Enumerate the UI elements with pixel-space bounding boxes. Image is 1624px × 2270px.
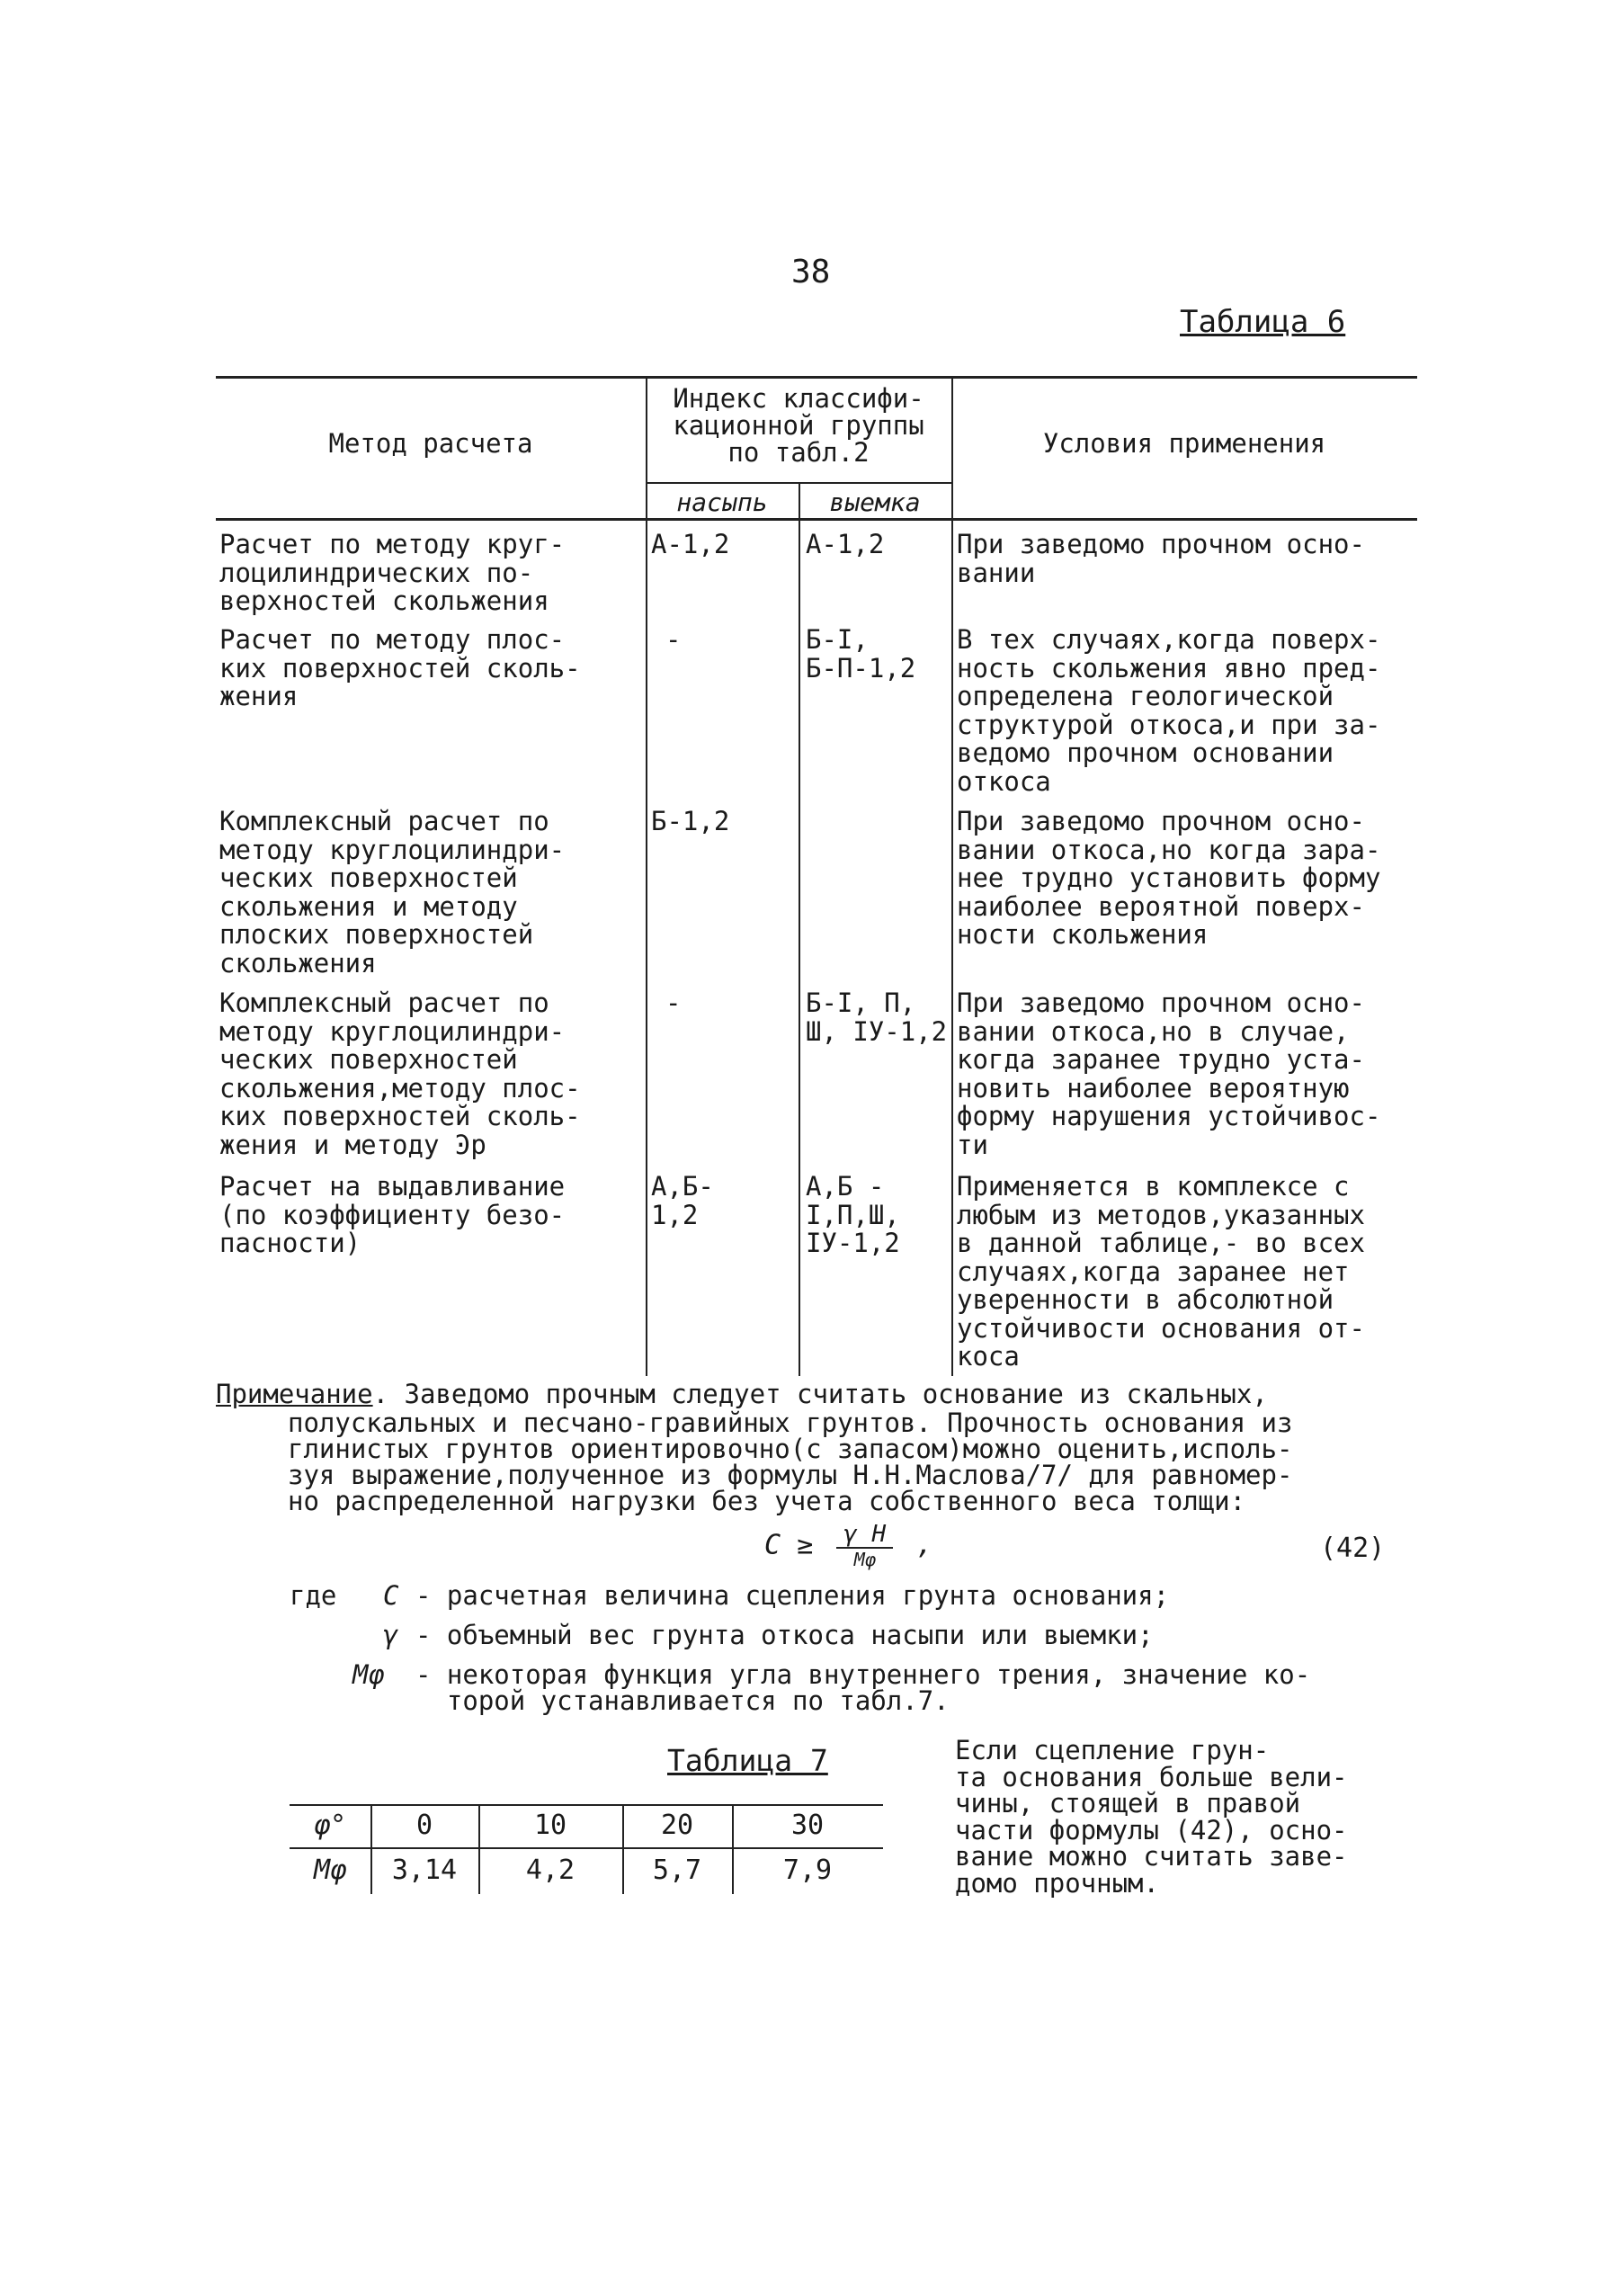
- formula-denominator: Mφ: [853, 1549, 876, 1570]
- symbol-gamma: γ: [383, 1620, 399, 1650]
- row-1-conditions: При заведомо прочном осно- вании: [957, 529, 1365, 588]
- row-4-cut: Б-I, П, Ш, IУ-1,2: [806, 988, 948, 1047]
- symbol-m-phi: Mφ: [352, 1659, 384, 1690]
- table-top-rule: [216, 376, 1417, 379]
- row-1-cut: А-1,2: [806, 529, 885, 559]
- equation-number: (42): [1320, 1533, 1386, 1564]
- table7-m-label: Mφ: [313, 1854, 347, 1886]
- definition-gamma: - объемный вес грунта откоса насыпи или выемки;: [415, 1620, 1154, 1650]
- header-method: Метод расчета: [328, 428, 533, 459]
- subheader-rule: [646, 482, 951, 484]
- row-3-fill: Б-1,2: [651, 806, 730, 836]
- note-first-line: [216, 1381, 1268, 1408]
- row-5-fill: А,Б- 1,2: [651, 1171, 714, 1230]
- column-divider: [646, 376, 647, 1376]
- table7-angle-10: 10: [533, 1810, 567, 1841]
- table7-middle-rule: [290, 1847, 883, 1849]
- note-body: полускальных и песчано-гравийных грунтов. Прочность основания из глинистых грунтов ориентировочно(с запасом)можно оценить,исполь- зуя выражение,полученное из формулы Н.Н.Маслова/7/ для равномер- но распределенной нагрузки без учета собственного веса толщи:: [288, 1408, 1293, 1516]
- table7-value-10: 4,2: [525, 1854, 576, 1886]
- table-7-caption: Таблица 7: [667, 1743, 828, 1778]
- table7-angle-30: 30: [790, 1810, 825, 1841]
- row-2-fill: -: [665, 624, 682, 655]
- header-conditions: Условия применения: [1042, 428, 1326, 459]
- table-6-caption: Таблица 6: [1180, 304, 1346, 340]
- row-3-method: Комплексный расчет по методу круглоцилиндри- ческих поверхностей скольжения и методу плоских поверхностей скольжения: [219, 806, 566, 979]
- row-4-conditions: При заведомо прочном осно- вании откоса,но в случае, когда заранее трудно уста- новить наиболее вероятную форму нарушения устойчивос- ти: [957, 988, 1381, 1160]
- row-5-conditions: Применяется в комплексе с любым из методов,указанных в данной таблице,- во всех случаях,когда заранее нет уверенности в абсолютной устойчивости основания от- коса: [957, 1171, 1365, 1372]
- row-4-method: Комплексный расчет по методу круглоцилиндри- ческих поверхностей скольжения,методу плос- ких поверхностей сколь- жения и методу Ͽр: [219, 988, 581, 1160]
- table7-phi-label: φ°: [313, 1810, 347, 1841]
- formula-fraction: [836, 1522, 893, 1570]
- row-2-conditions: В тех случаях,когда поверх- ность скольжения явно пред- определена геологической структурой откоса,и при за- ведомо прочном основании откоса: [957, 624, 1381, 797]
- note-first-text: . Заведомо прочным следует считать основание из скальных,: [372, 1379, 1268, 1409]
- header-fill: насыпь: [676, 487, 768, 517]
- definition-m-phi: - некоторая функция угла внутреннего трения, значение ко- торой устанавливается по табл.7.: [415, 1659, 1311, 1716]
- row-2-cut: Б-I, Б-П-1,2: [806, 624, 916, 684]
- side-note: Если сцепление грун- та основания больше вели- чины, стоящей в правой части формулы (42), осно- вание можно считать заве- домо прочным.: [955, 1735, 1348, 1899]
- formula-42: [764, 1522, 932, 1570]
- row-1-fill: А-1,2: [651, 529, 730, 559]
- formula-tail: ,: [916, 1529, 933, 1561]
- column-divider: [799, 482, 800, 1376]
- table-6: [216, 376, 1417, 1376]
- where-label: где: [290, 1580, 337, 1611]
- row-3-conditions: При заведомо прочном осно- вании откоса,но когда зара- нее трудно установить форму наиболее вероятной поверх- ности скольжения: [957, 806, 1381, 950]
- table7-angle-20: 20: [660, 1810, 694, 1841]
- symbol-c: C: [383, 1580, 399, 1611]
- header-cut: выемка: [829, 487, 921, 517]
- row-1-method: Расчет по методу круг- лоцилиндрических по- верхностей скольжения: [219, 529, 566, 616]
- table7-value-20: 5,7: [652, 1854, 702, 1886]
- table7-value-30: 7,9: [782, 1854, 833, 1886]
- header-index: Индекс классифи- кационной группы по табл.2: [673, 383, 924, 468]
- row-4-fill: -: [665, 988, 682, 1018]
- table-header-rule: [216, 518, 1417, 521]
- page-number: 38: [791, 254, 831, 290]
- table7-angle-0: 0: [415, 1810, 433, 1841]
- row-5-cut: А,Б - I,П,Ш, IУ-1,2: [806, 1171, 900, 1258]
- formula-numerator: γ H: [836, 1522, 893, 1549]
- table7-top-rule: [290, 1804, 883, 1806]
- table-7: [290, 1799, 883, 1899]
- note-label: Примечание: [216, 1379, 373, 1409]
- column-divider: [951, 376, 953, 1376]
- table7-value-0: 3,14: [391, 1854, 458, 1886]
- row-2-method: Расчет по методу плос- ких поверхностей сколь- жения: [219, 624, 581, 711]
- formula-lhs: C ≥: [764, 1529, 814, 1561]
- definition-c: - расчетная величина сцепления грунта основания;: [415, 1580, 1170, 1611]
- row-5-method: Расчет на выдавливание (по коэффициенту безо- пасности): [219, 1171, 566, 1258]
